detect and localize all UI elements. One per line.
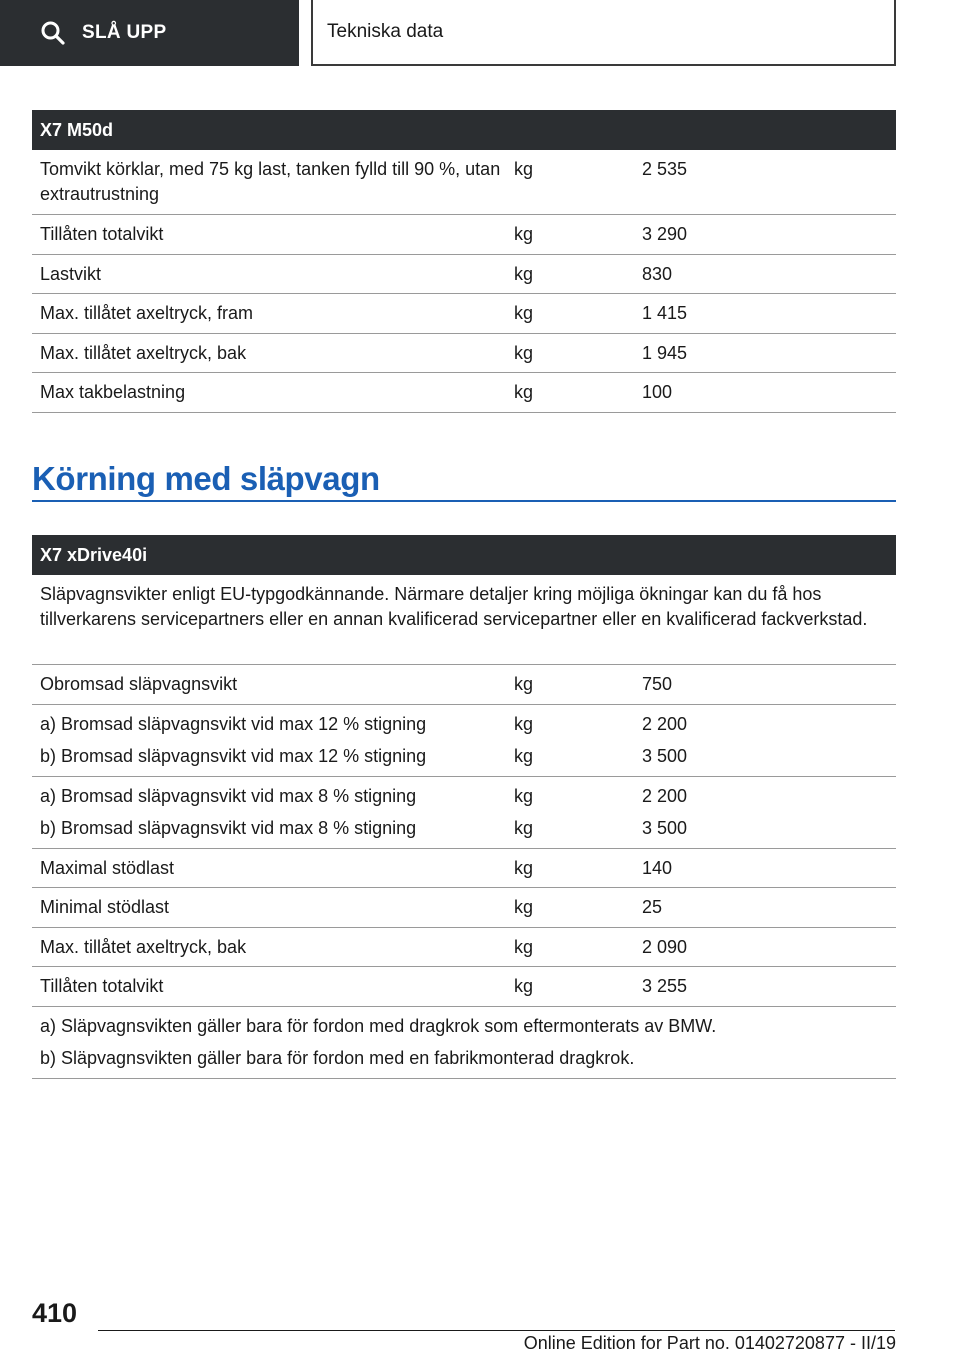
row-unit: kg — [514, 382, 534, 402]
row-label: Max. tillåtet axeltryck, bak — [40, 937, 247, 957]
row-label: Max takbelastning — [40, 382, 186, 402]
sub-row — [40, 744, 896, 769]
search-button-label: SLÅ UPP — [82, 22, 167, 43]
table-row — [32, 928, 896, 967]
search-icon — [40, 20, 66, 46]
footnote: b) Släpvagnsvikten gäller bara för fordon med en fabrikmonterad dragkrok. — [40, 1048, 635, 1068]
row-value: 2 535 — [642, 159, 688, 179]
chapter-title-text: Tekniska data — [327, 21, 444, 42]
row-label: b) Bromsad släpvagnsvikt vid max 12 % stigning — [40, 746, 427, 766]
row-unit: kg — [514, 159, 534, 179]
sub-row — [40, 712, 896, 737]
table-row — [32, 705, 896, 777]
row-value: 100 — [642, 382, 673, 402]
row-value: 1 415 — [642, 303, 688, 323]
search-button[interactable] — [0, 0, 299, 66]
table-row — [32, 777, 896, 849]
table-row — [32, 888, 896, 928]
row-unit: kg — [514, 746, 534, 766]
table-row — [32, 255, 896, 294]
chapter-title — [311, 0, 896, 66]
page-number: 410 — [32, 1298, 78, 1328]
row-unit: kg — [514, 303, 534, 323]
row-value: 2 200 — [642, 786, 688, 806]
row-unit: kg — [514, 674, 534, 694]
spec-table-x7-xdrive40i — [32, 535, 896, 1079]
section-title: Körning med släpvagn — [32, 458, 896, 502]
table-header: X7 xDrive40i — [32, 535, 896, 575]
row-value: 3 290 — [642, 224, 688, 244]
row-label: Maximal stödlast — [40, 858, 175, 878]
row-label: b) Bromsad släpvagnsvikt vid max 8 % stigning — [40, 818, 417, 838]
table-row — [32, 150, 896, 215]
table-row — [32, 373, 896, 413]
row-unit: kg — [514, 897, 534, 917]
row-unit: kg — [514, 343, 534, 363]
row-value: 25 — [642, 897, 663, 917]
row-unit: kg — [514, 976, 534, 996]
table-footnotes — [32, 1007, 896, 1079]
table-row — [32, 334, 896, 373]
table-row — [32, 215, 896, 255]
row-value: 750 — [642, 674, 673, 694]
row-label: Tillåten totalvikt — [40, 976, 164, 996]
row-unit: kg — [514, 714, 534, 734]
row-value: 3 255 — [642, 976, 688, 996]
table-intro: Släpvagnsvikter enligt EU-typgodkännande. Närmare detaljer kring möjliga ökningar kan du få hos tillverkarens servicepartners eller en annan kvalificerad servicepartner eller en kvalificerad fackverkstad. — [32, 575, 896, 665]
table-row — [32, 967, 896, 1007]
table-row — [32, 294, 896, 334]
footer-divider — [98, 1330, 895, 1331]
row-value: 2 090 — [642, 937, 688, 957]
sub-row — [40, 784, 896, 809]
row-value: 140 — [642, 858, 673, 878]
row-value: 3 500 — [642, 746, 688, 766]
row-label: Tillåten totalvikt — [40, 224, 164, 244]
row-label: Minimal stödlast — [40, 897, 170, 917]
row-unit: kg — [514, 937, 534, 957]
sub-row — [40, 816, 896, 841]
spec-table-x7-m50d — [32, 110, 896, 413]
row-label: Lastvikt — [40, 264, 102, 284]
table-header: X7 M50d — [32, 110, 896, 150]
row-label: Max. tillåtet axeltryck, bak — [40, 343, 247, 363]
row-unit: kg — [514, 818, 534, 838]
row-unit: kg — [514, 224, 534, 244]
row-label: Max. tillåtet axeltryck, fram — [40, 303, 254, 323]
row-value: 1 945 — [642, 343, 688, 363]
row-unit: kg — [514, 264, 534, 284]
row-label: Tomvikt körklar, med 75 kg last, tanken fylld till 90 %, utan extrautrustning — [40, 159, 501, 204]
table-row — [32, 849, 896, 888]
row-label: a) Bromsad släpvagnsvikt vid max 12 % stigning — [40, 714, 427, 734]
row-unit: kg — [514, 858, 534, 878]
row-value: 2 200 — [642, 714, 688, 734]
edition-info: Online Edition for Part no. 01402720877 - II/19 — [523, 1333, 896, 1353]
table-row — [32, 665, 896, 705]
row-value: 830 — [642, 264, 673, 284]
row-label: a) Bromsad släpvagnsvikt vid max 8 % stigning — [40, 786, 417, 806]
footnote: a) Släpvagnsvikten gäller bara för fordon med dragkrok som eftermonterats av BMW. — [40, 1016, 717, 1036]
row-value: 3 500 — [642, 818, 688, 838]
row-label: Obromsad släpvagnsvikt — [40, 674, 238, 694]
row-unit: kg — [514, 786, 534, 806]
